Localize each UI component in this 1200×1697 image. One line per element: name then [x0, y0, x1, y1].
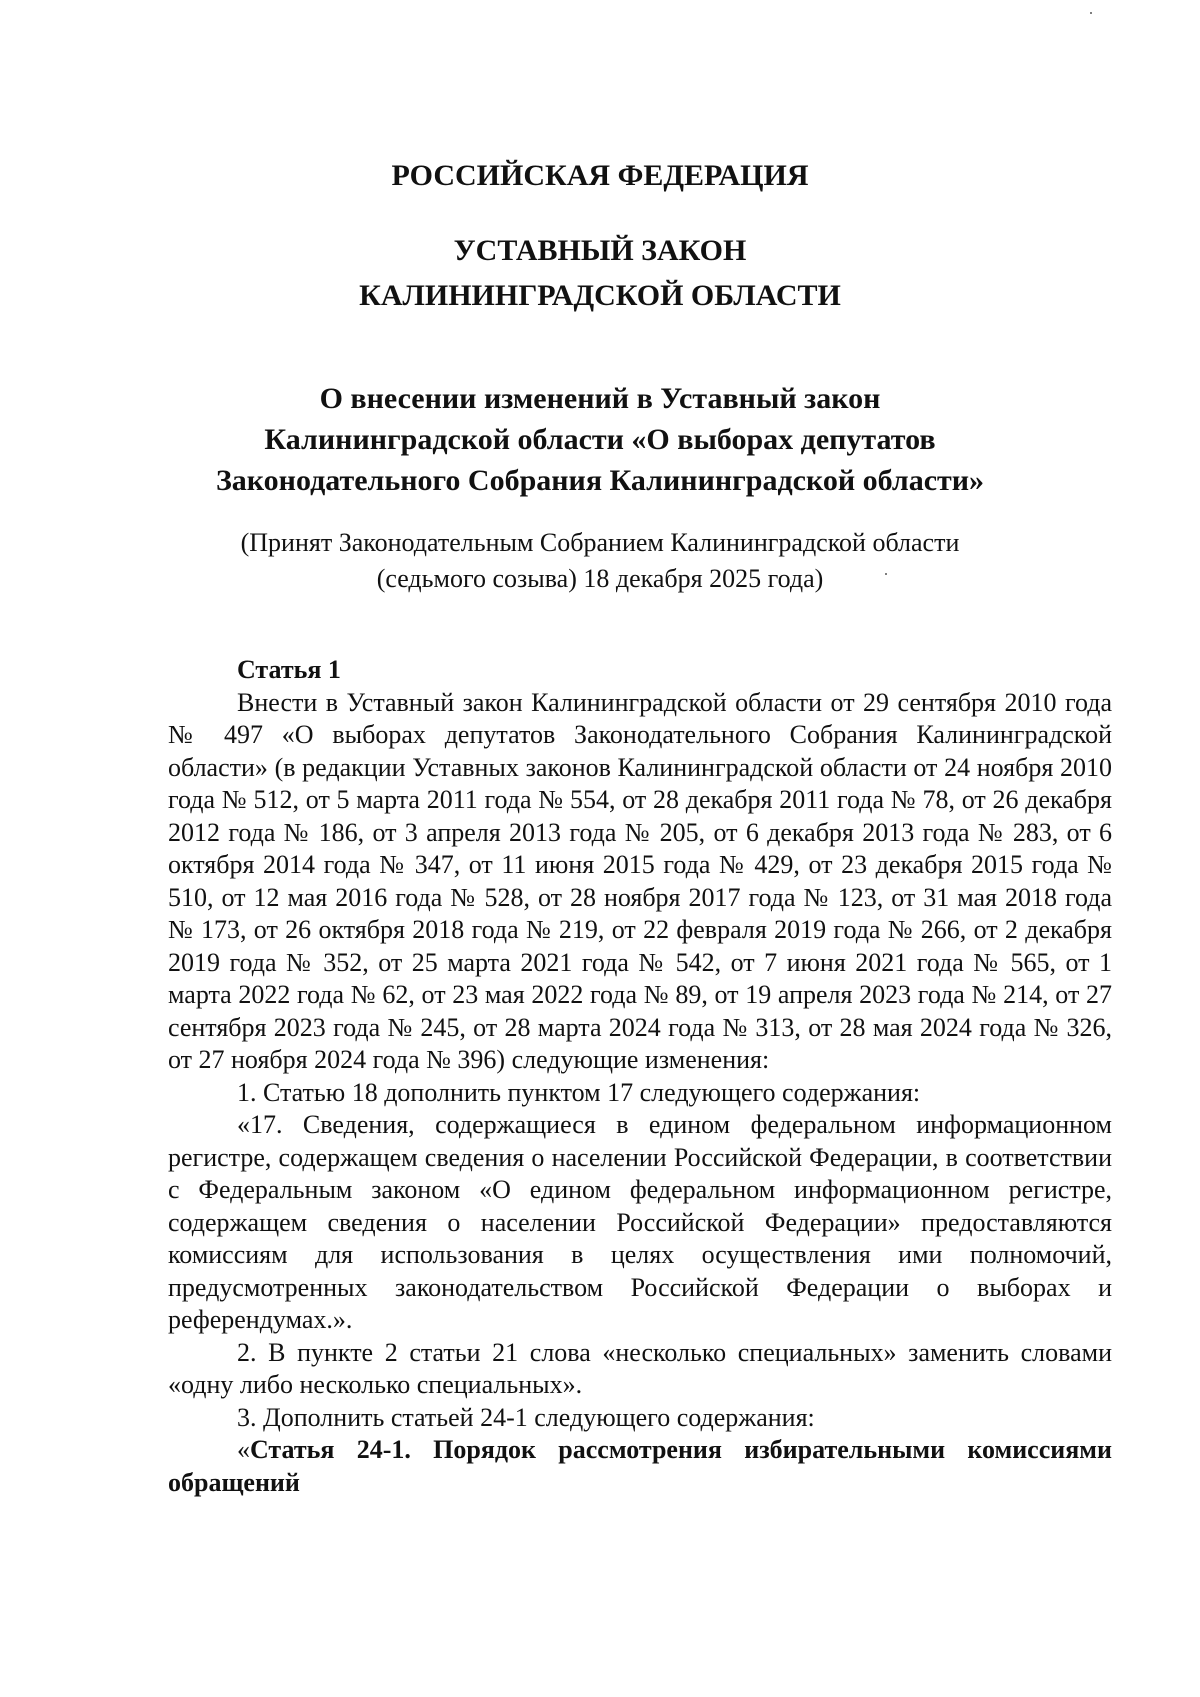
article-1 [168, 654, 1112, 1499]
article-1-item-1-quote: «17. Сведения, содержащиеся в едином федеральном информационном регистре, содержащем сведения о населении Российской Федерации, в соответствии с Федеральным законом «О едином федеральном информационном регистре, содержащем сведения о населении Российской Федерации» предоставляются комиссиям для использования в целях осуществления ими полномочий, предусмотренных законодательством Российской Федерации о выборах и референдумах.». [168, 1110, 1112, 1334]
adoption-note [0, 525, 1200, 597]
article-1-item-2: 2. В пункте 2 статьи 21 слова «несколько специальных» заменить словами «одну либо несколько специальных». [168, 1337, 1112, 1399]
scan-speck [1090, 12, 1092, 14]
law-type-line-1: УСТАВНЫЙ ЗАКОН [453, 234, 747, 267]
law-type-line-2: КАЛИНИНГРАДСКОЙ ОБЛАСТИ [359, 279, 841, 312]
article-1-intro: Внести в Уставный закон Калининградской области от 29 сентября 2010 года № 497 «О выборах депутатов Законодательного Собрания Калининградской области» (в редакции Уставных законов Калининградской области от 24 ноября 2010 года № 512, от 5 марта 2011 года № 554, от 28 декабря 2011 года № 78, от 26 декабря 2012 года № 186, от 3 апреля 2013 года № 205, от 6 декабря 2013 года № 283, от 6 октября 2014 года № 347, от 11 июня 2015 года № 429, от 23 декабря 2015 года № 510, от 12 мая 2016 года № 528, от 28 ноября 2017 года № 123, от 31 мая 2018 года № 173, от 26 октября 2018 года № 219, от 22 февраля 2019 года № 266, от 2 декабря 2019 года № 352, от 25 марта 2021 года № 542, от 7 июня 2021 года № 565, от 1 марта 2022 года № 62, от 23 мая 2022 года № 89, от 19 апреля 2023 года № 214, от 27 сентября 2023 года № 245, от 28 марта 2024 года № 313, от 28 мая 2024 года № 326, от 27 ноября 2024 года № 396) следующие изменения: [168, 687, 1112, 1074]
law-type-header [0, 228, 1200, 318]
article-1-item-1: 1. Статью 18 дополнить пунктом 17 следующего содержания: [237, 1077, 921, 1107]
adoption-line-1: (Принят Законодательным Собранием Калининградской области [240, 528, 960, 557]
law-title-line-3: Законодательного Собрания Калининградской области» [215, 464, 985, 497]
article-1-item-3: 3. Дополнить статьей 24-1 следующего содержания: [237, 1402, 815, 1432]
federation-header [0, 153, 1200, 198]
article-24-1-heading-text: Статья 24-1. Порядок рассмотрения избирательными комиссиями обращений [168, 1435, 1112, 1497]
law-title-line-1: О внесении изменений в Уставный закон [319, 382, 881, 415]
adoption-line-2: (седьмого созыва) 18 декабря 2025 года) [376, 564, 824, 593]
article-24-1-heading [168, 1434, 1112, 1499]
quote-open: « [237, 1435, 250, 1464]
law-title-line-2: Калининградской области «О выборах депутатов [264, 423, 936, 456]
law-title [0, 378, 1200, 501]
federation-title: РОССИЙСКАЯ ФЕДЕРАЦИЯ [391, 159, 809, 192]
article-1-heading: Статья 1 [237, 655, 341, 684]
scan-speck [885, 573, 887, 575]
